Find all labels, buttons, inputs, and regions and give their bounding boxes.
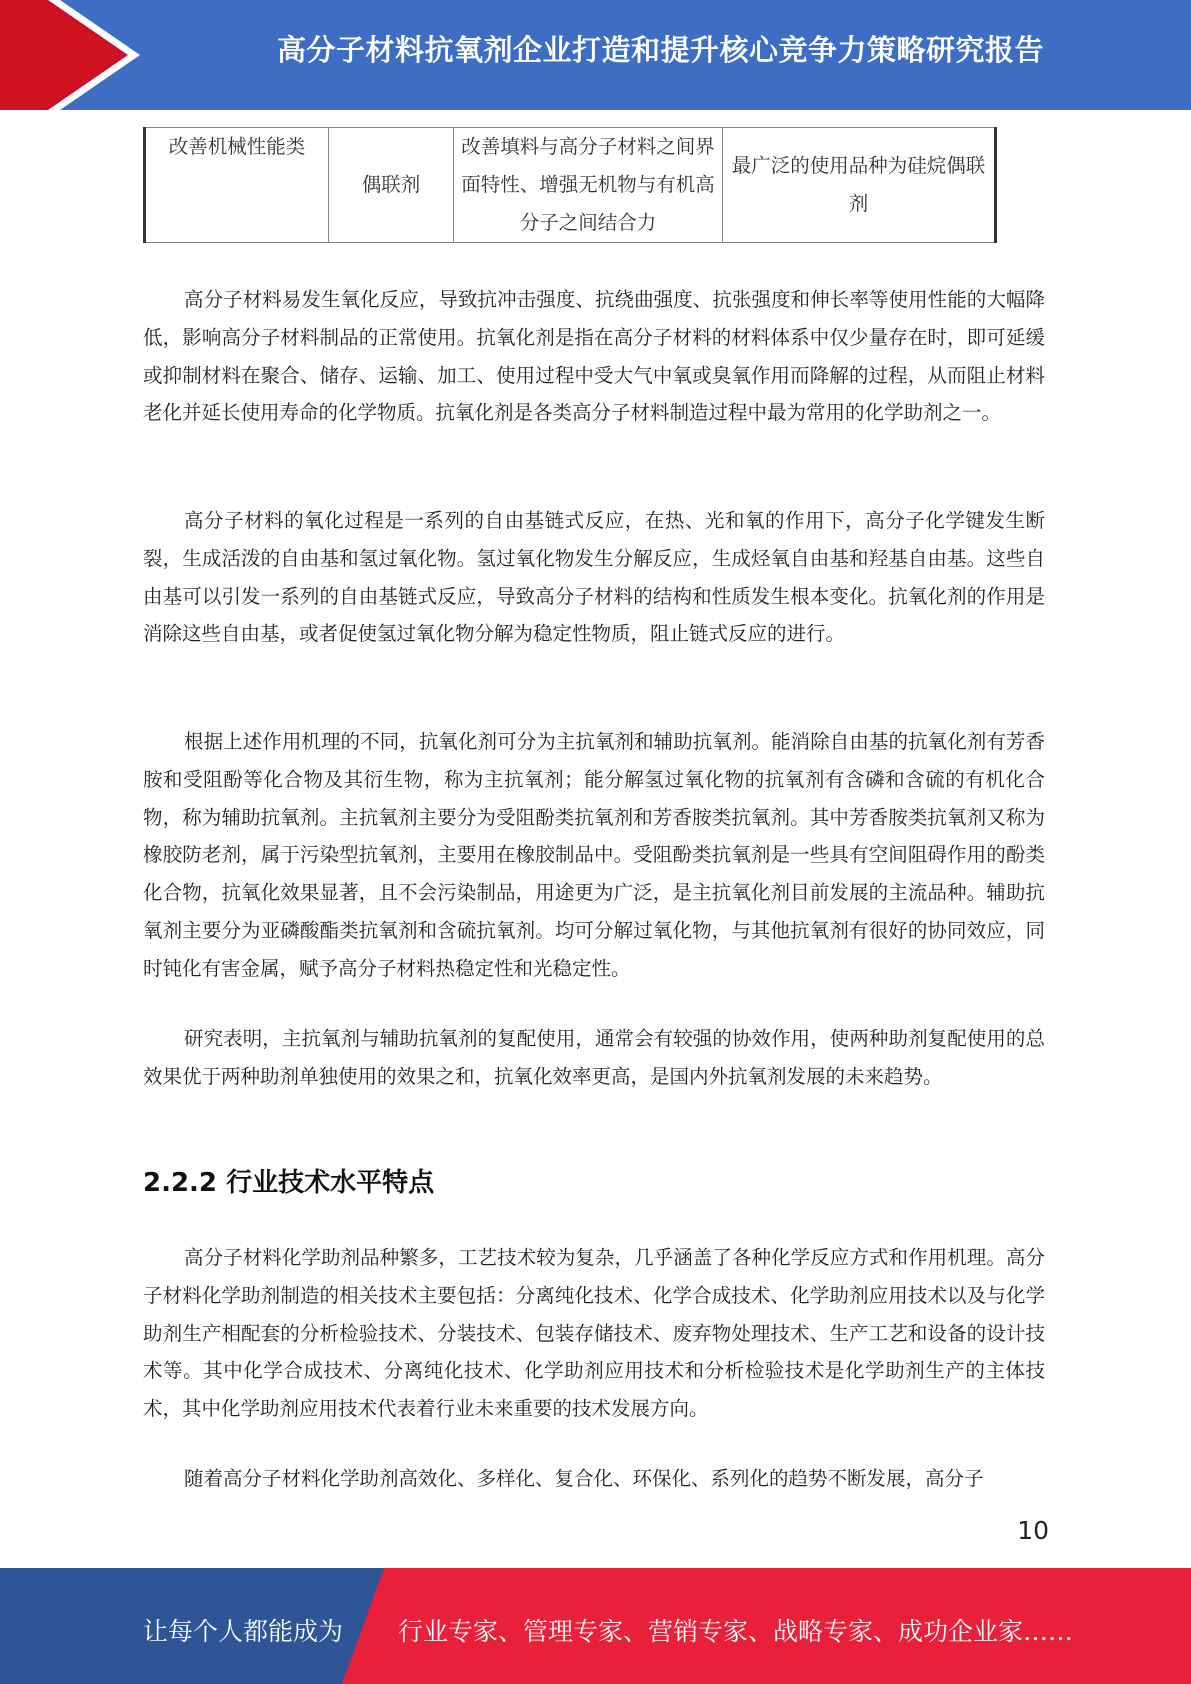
table-cell-note: 最广泛的使用品种为硅烷偶联剂 (723, 128, 996, 243)
table-cell-agent: 偶联剂 (329, 128, 454, 243)
paragraph: 随着高分子材料化学助剂高效化、多样化、复合化、环保化、系列化的趋势不断发展，高分子 (184, 1467, 984, 1490)
table-cell-category: 改善机械性能类 (145, 128, 329, 243)
paragraph: 研究表明，主抗氧剂与辅助抗氧剂的复配使用，通常会有较强的协效作用，使两种助剂复配使用的总效果优于两种助剂单独使用的效果之和，抗氧化效率更高，是国内外抗氧剂发展的未来趋势。 (143, 1027, 1045, 1088)
additive-table (143, 127, 997, 243)
paragraph: 高分子材料易发生氧化反应，导致抗冲击强度、抗绕曲强度、抗张强度和伸长率等使用性能的大幅降低，影响高分子材料制品的正常使用。抗氧化剂是指在高分子材料的材料体系中仅少量存在时，即可延缓或抑制材料在聚合、储存、运输、加工、使用过程中受大气中氧或臭氧作用而降解的过程，从而阻止材料老化并延长使用寿命的化学物质。抗氧化剂是各类高分子材料制造过程中最为常用的化学助剂之一。 (143, 288, 1045, 425)
document-body (143, 127, 1045, 1490)
header-title: 高分子材料抗氧剂企业打造和提升核心竞争力策略研究报告 (276, 33, 1044, 67)
footer-slogan-left: 让每个人都能成为 (143, 1617, 344, 1646)
paragraph: 高分子材料的氧化过程是一系列的自由基链式反应，在热、光和氧的作用下，高分子化学键发生断裂，生成活泼的自由基和氢过氧化物。氢过氧化物发生分解反应，生成烃氧自由基和羟基自由基。这些自由基可以引发一系列的自由基链式反应，导致高分子材料的结构和性质发生根本变化。抗氧化剂的作用是消除这些自由基，或者促使氢过氧化物分解为稳定性物质，阻止链式反应的进行。 (143, 509, 1045, 646)
page-number: 10 (1017, 1516, 1049, 1545)
page-footer (0, 1568, 1191, 1684)
paragraph: 根据上述作用机理的不同，抗氧化剂可分为主抗氧剂和辅助抗氧剂。能消除自由基的抗氧化剂有芳香胺和受阻酚等化合物及其衍生物，称为主抗氧剂；能分解氢过氧化物的抗氧剂有含磷和含硫的有机化合物，称为辅助抗氧剂。主抗氧剂主要分为受阻酚类抗氧剂和芳香胺类抗氧剂。其中芳香胺类抗氧剂又称为橡胶防老剂，属于污染型抗氧剂，主要用在橡胶制品中。受阻酚类抗氧剂是一些具有空间阻碍作用的酚类化合物，抗氧化效果显著，且不会污染制品，用途更为广泛，是主抗氧化剂目前发展的主流品种。辅助抗氧剂主要分为亚磷酸酯类抗氧剂和含硫抗氧剂。均可分解过氧化物，与其他抗氧剂有很好的协同效应，同时钝化有害金属，赋予高分子材料热稳定性和光稳定性。 (143, 730, 1045, 980)
paragraph: 高分子材料化学助剂品种繁多，工艺技术较为复杂，几乎涵盖了各种化学反应方式和作用机理。高分子材料化学助剂制造的相关技术主要包括：分离纯化技术、化学合成技术、化学助剂应用技术以及与化学助剂生产相配套的分析检验技术、分装技术、包装存储技术、废弃物处理技术、生产工艺和设备的设计技术等。其中化学合成技术、分离纯化技术、化学助剂应用技术和分析检验技术是化学助剂生产的主体技术，其中化学助剂应用技术代表着行业未来重要的技术发展方向。 (143, 1246, 1045, 1421)
section-heading: 2.2.2 行业技术水平特点 (143, 1168, 435, 1198)
footer-slogan-right: 行业专家、管理专家、营销专家、战略专家、成功企业家…… (398, 1617, 1074, 1646)
table-row (145, 128, 996, 243)
page-header (0, 0, 1191, 110)
table-cell-function: 改善填料与高分子材料之间界面特性、增强无机物与有机高分子之间结合力 (454, 128, 723, 243)
